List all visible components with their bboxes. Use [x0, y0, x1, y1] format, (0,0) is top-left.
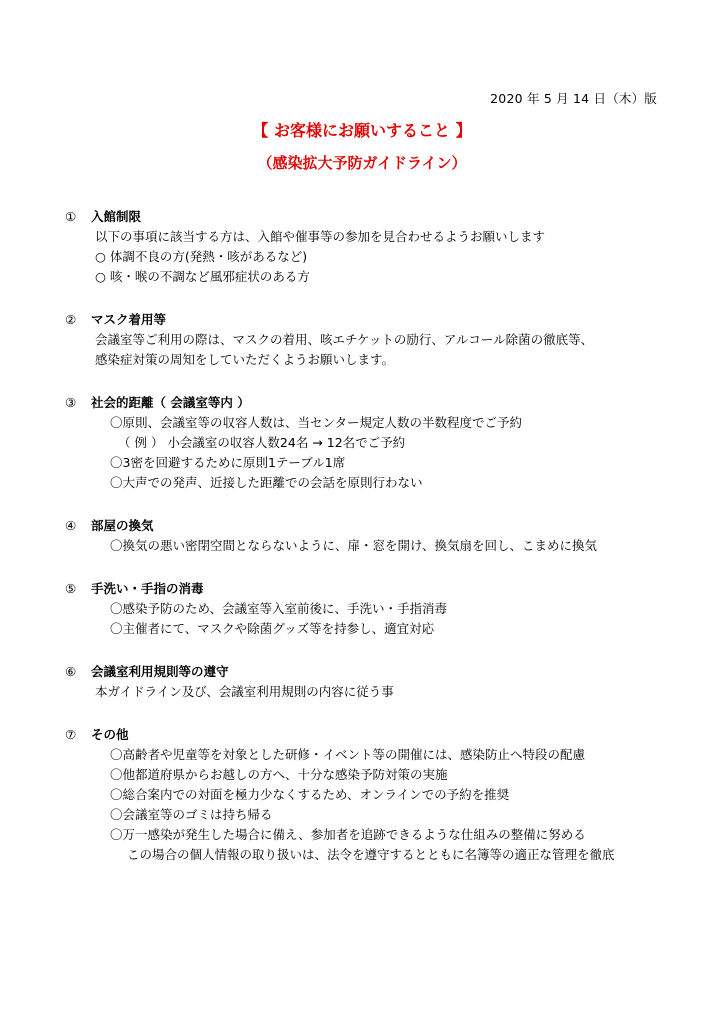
section-number: ③	[65, 395, 77, 410]
section-line: （ 例 ） 小会議室の収容人数24名 → 12名でご予約	[118, 435, 406, 450]
section-heading	[65, 207, 685, 227]
section-line: 〇会議室等のゴミは持ち帰る	[110, 807, 273, 822]
section-line: 〇大声での発声、近接した距離での会話を原則行わない	[110, 475, 423, 490]
guideline-section	[65, 662, 685, 702]
section-heading	[65, 310, 685, 330]
section-line: 〇3密を回避するために原則1テーブル1席	[110, 455, 346, 470]
section-heading	[65, 393, 685, 413]
section-line: 〇他都道府県からお越しの方へ、十分な感染予防対策の実施	[110, 767, 448, 782]
section-line: 会議室等ご利用の際は、マスクの着用、咳エチケットの励行、アルコール除菌の徹底等、	[95, 332, 594, 347]
section-number: ⑦	[65, 727, 77, 742]
section-line: ○ 体調不良の方(発熱・咳があるなど)	[95, 249, 308, 264]
section-number: ①	[65, 209, 77, 224]
section-title: 手洗い・手指の消毒	[91, 581, 204, 596]
section-line: 以下の事項に該当する方は、入館や催事等の参加を見合わせるようお願いします	[95, 229, 546, 244]
guideline-section	[65, 725, 685, 865]
section-line: 〇万一感染が発生した場合に備え、参加者を追跡できるような仕組みの整備に努める	[110, 827, 586, 842]
section-line: 〇感染予防のため、会議室等入室前後に、手洗い・手指消毒	[110, 601, 448, 616]
section-number: ②	[65, 312, 77, 327]
section-title: 入館制限	[91, 209, 142, 224]
section-line: 〇総合案内での対面を極力少なくするため、オンラインでの予約を推奨	[110, 787, 510, 802]
section-number: ⑥	[65, 664, 77, 679]
guideline-section	[65, 207, 685, 287]
section-heading	[65, 579, 685, 599]
section-line: 〇原則、会議室等の収容人数は、当センター規定人数の半数程度でご予約	[110, 415, 523, 430]
section-line: 感染症対策の周知をしていただくようお願いします。	[95, 352, 395, 367]
section-line: 〇主催者にて、マスクや除菌グッズ等を持参し、適宜対応	[110, 621, 435, 636]
guideline-sections	[65, 207, 685, 888]
section-heading	[65, 725, 685, 745]
section-line: 本ガイドライン及び、会議室利用規則の内容に従う事	[95, 684, 394, 699]
guideline-section	[65, 516, 685, 556]
section-title: 部屋の換気	[91, 518, 154, 533]
section-number: ⑤	[65, 581, 77, 596]
page-title: 【 お客様にお願いすること 】	[252, 121, 472, 140]
section-heading	[65, 662, 685, 682]
section-line: ○ 咳・喉の不調など風邪症状のある方	[95, 269, 310, 284]
section-title: マスク着用等	[91, 312, 167, 327]
section-heading	[65, 516, 685, 536]
section-line: この場合の個人情報の取り扱いは、法令を遵守するとともに名簿等の適正な管理を徹底	[127, 847, 615, 862]
section-number: ④	[65, 518, 77, 533]
edition-date: 2020 年 5 月 14 日（木）版	[490, 91, 657, 106]
section-title: 会議室利用規則等の遵守	[91, 664, 229, 679]
section-line: 〇換気の悪い密閉空間とならないように、扉・窓を開け、換気扇を回し、こまめに換気	[110, 538, 598, 553]
section-line: 〇高齢者や児童等を対象とした研修・イベント等の開催には、感染防止へ特段の配慮	[110, 747, 586, 762]
guideline-section	[65, 310, 685, 370]
section-title: その他	[91, 727, 129, 742]
guideline-section	[65, 579, 685, 639]
page-subtitle: （感染拡大予防ガイドライン）	[257, 154, 467, 172]
section-title: 社会的距離（ 会議室等内 ）	[91, 395, 250, 410]
guideline-section	[65, 393, 685, 493]
